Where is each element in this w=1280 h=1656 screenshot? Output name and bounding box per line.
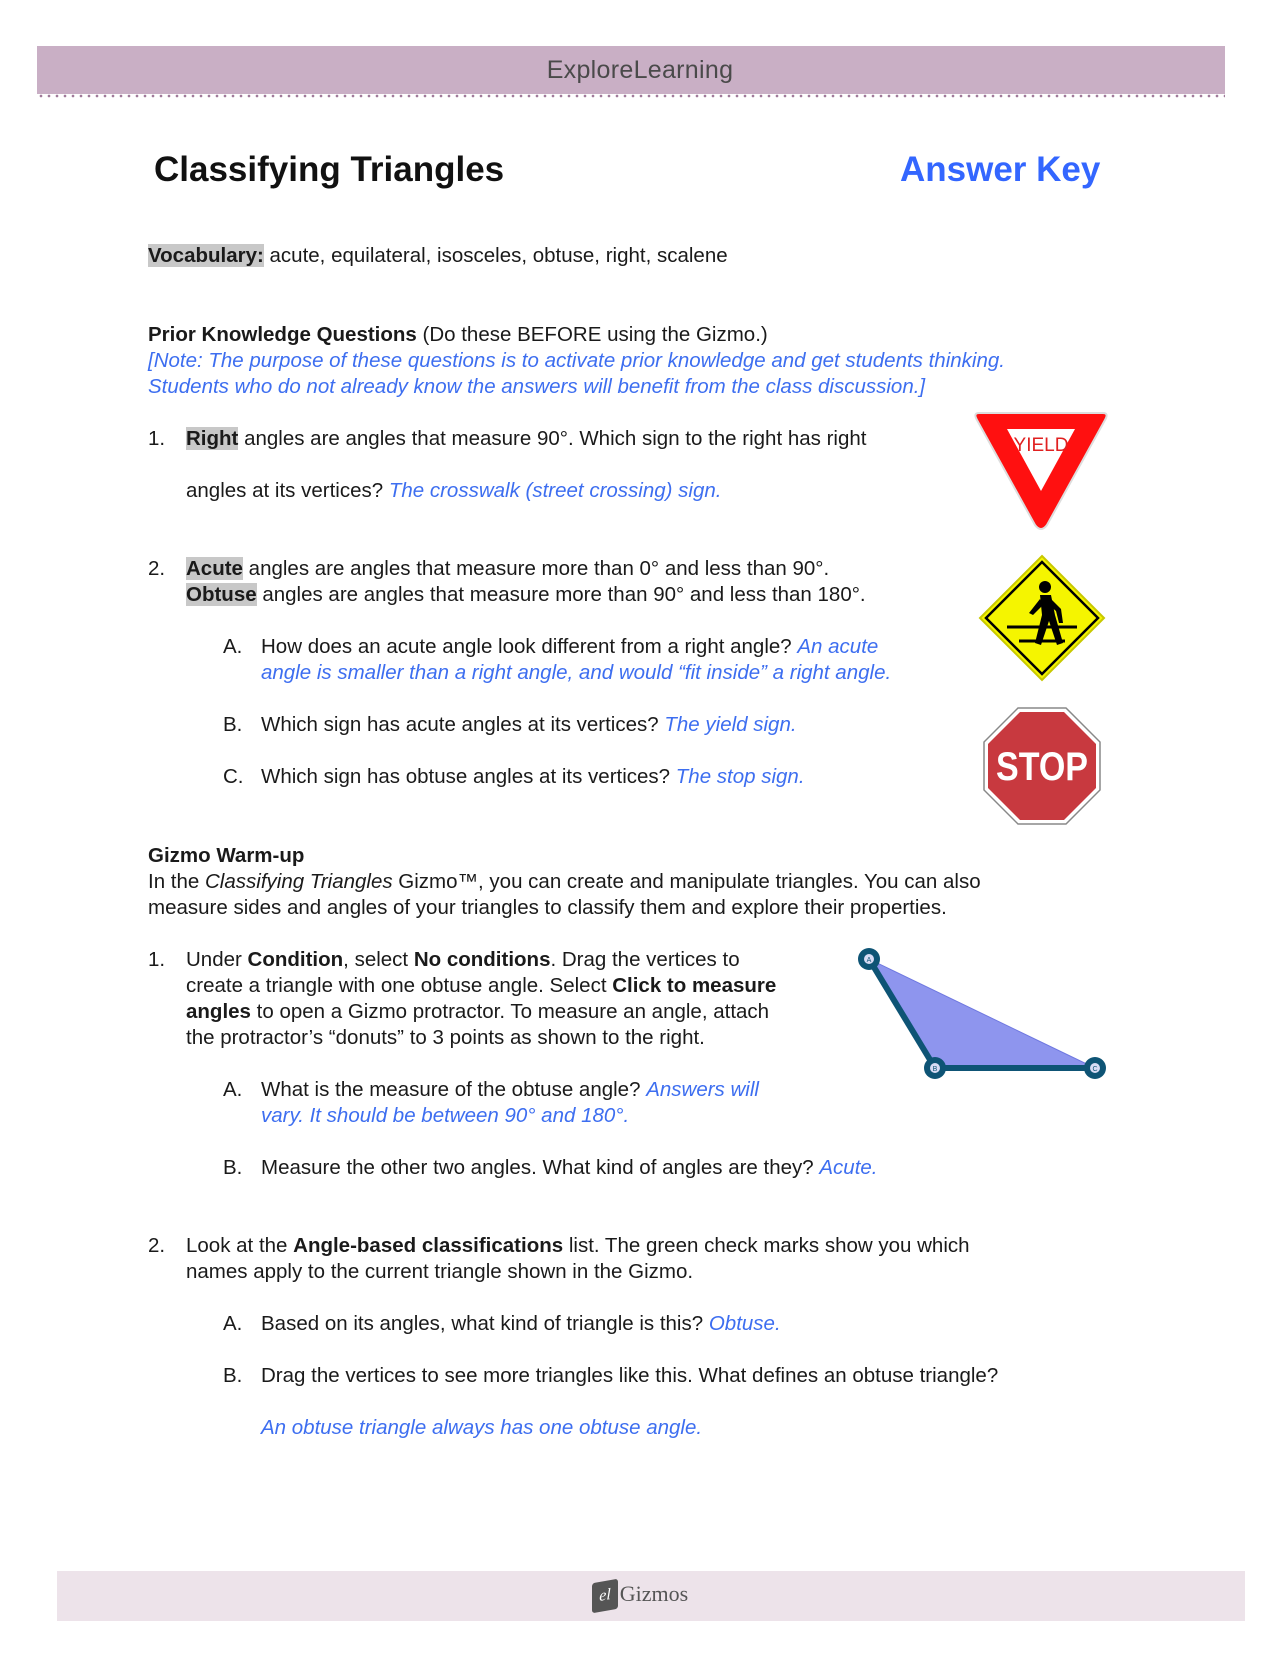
prior-q2b-answer: The yield sign.: [664, 713, 797, 736]
prior-q2b-question: Which sign has acute angles at its vertices?: [261, 713, 665, 736]
w1-l2a: create a triangle with one obtuse angle. Select: [186, 974, 613, 997]
warmup-q2a-question: Based on its angles, what kind of triangle is this?: [261, 1312, 709, 1335]
warmup-heading: Gizmo Warm-up: [148, 844, 305, 867]
w2-l1c: list. The green check marks show you which: [563, 1234, 970, 1257]
warmup-intro-post: Gizmo™, you can create and manipulate triangles. You can also: [392, 870, 981, 893]
warmup-q1a-line1: [261, 1077, 759, 1103]
w1-angles: angles: [186, 1000, 251, 1023]
warmup-q1a-answer1: Answers will: [646, 1078, 759, 1101]
warmup-q2b-answer: An obtuse triangle always has one obtuse angle.: [261, 1416, 703, 1439]
gizmos-logo-mark-icon: el: [592, 1579, 618, 1614]
teacher-note-line1: [Note: The purpose of these questions is to activate prior knowledge and get students thinking.: [148, 349, 1005, 372]
prior-q2-text2: angles are angles that measure more than 90° and less than 180°.: [256, 583, 866, 606]
prior-q2b-line: [261, 712, 797, 738]
warmup-q1b-line: [261, 1155, 878, 1181]
warmup-q2a-answer: Obtuse.: [708, 1312, 781, 1335]
warmup-q2-line1: [186, 1233, 970, 1259]
prior-q1-text1: angles are angles that measure 90°. Which sign to the right has right: [238, 427, 867, 450]
w1-no-conditions: No conditions: [413, 948, 551, 971]
warmup-intro-italic: Classifying Triangles: [205, 870, 393, 893]
answer-key-label: Answer Key: [900, 150, 1101, 189]
w1-l1c: , select: [343, 948, 414, 971]
prior-q1-line1: [186, 426, 866, 452]
w2-angle-based: Angle-based classifications: [293, 1234, 564, 1257]
term-obtuse: Obtuse: [186, 583, 257, 606]
prior-q2-text1: angles are angles that measure more than 0° and less than 90°.: [242, 557, 830, 580]
w1-l3b: to open a Gizmo protractor. To measure an angle, attach: [250, 1000, 770, 1023]
warmup-q2b-question: Drag the vertices to see more triangles like this. What defines an obtuse triangle?: [261, 1364, 999, 1387]
warmup-q1-line2: [186, 973, 776, 999]
yield-sign-icon: [971, 407, 1111, 533]
prior-q2c-letter: C.: [223, 765, 244, 788]
vertex-b-label: B: [932, 1066, 938, 1073]
term-right: Right: [186, 427, 239, 450]
warmup-q1-line3: [186, 999, 769, 1025]
w1-click-to-measure: Click to measure: [612, 974, 777, 997]
vocabulary-terms: acute, equilateral, isosceles, obtuse, right, scalene: [263, 244, 728, 267]
warmup-q1b-question: Measure the other two angles. What kind of angles are they?: [261, 1156, 820, 1179]
teacher-note-line2: Students who do not already know the answers will benefit from the class discussion.]: [148, 375, 926, 398]
warmup-q1-number: 1.: [148, 948, 166, 971]
term-acute: Acute: [186, 557, 243, 580]
warmup-intro-pre: In the: [148, 870, 205, 893]
prior-q2a-letter: A.: [223, 635, 243, 658]
w1-l1a: Under: [186, 948, 248, 971]
vertex-c-label: C: [1092, 1066, 1098, 1073]
vertex-a-label: A: [866, 957, 872, 964]
warmup-q1-line1: [186, 947, 740, 973]
prior-q2a-question: How does an acute angle look different from a right angle?: [261, 635, 798, 658]
prior-heading-text: Prior Knowledge Questions: [148, 323, 417, 346]
prior-q2c-question: Which sign has obtuse angles at its vertices?: [261, 765, 676, 788]
explorelearning-logo: ExploreLearning: [546, 56, 734, 84]
prior-q2a-answer2: angle is smaller than a right angle, and would “fit inside” a right angle.: [261, 661, 892, 684]
vocabulary-line: [148, 243, 728, 269]
prior-q1-answer: The crosswalk (street crossing) sign.: [388, 479, 722, 502]
warmup-intro-line2: measure sides and angles of your triangles to classify them and explore their properties.: [148, 896, 947, 919]
gizmos-logo-text: Gizmos: [619, 1581, 689, 1607]
prior-heading-note: (Do these BEFORE using the Gizmo.): [416, 323, 768, 346]
prior-q2-line1: [186, 556, 829, 582]
vertex-c-handle: [1084, 1057, 1106, 1079]
stop-sign-icon: [982, 706, 1102, 826]
warmup-intro-line1: [148, 869, 981, 895]
gizmos-logo: [0, 1581, 1280, 1611]
prior-q2b-letter: B.: [223, 713, 243, 736]
warmup-q2a-line: [261, 1311, 781, 1337]
warmup-q2-number: 2.: [148, 1234, 166, 1257]
crosswalk-sign-icon: [977, 553, 1107, 683]
warmup-q1a-answer2: vary. It should be between 90° and 180°.: [261, 1104, 630, 1127]
prior-q2c-answer: The stop sign.: [675, 765, 805, 788]
prior-q2a-answer1: An acute: [797, 635, 879, 658]
prior-knowledge-heading: [148, 322, 768, 348]
prior-q1-text2: angles at its vertices?: [186, 479, 389, 502]
vertex-b-handle: [924, 1057, 946, 1079]
warmup-q1a-letter: A.: [223, 1078, 243, 1101]
header-dotted-divider: [37, 94, 1225, 98]
warmup-q1-line4: the protractor’s “donuts” to 3 points as shown to the right.: [186, 1026, 705, 1049]
prior-q2-line2: [186, 582, 866, 608]
warmup-q1a-question: What is the measure of the obtuse angle?: [261, 1078, 647, 1101]
prior-q2-number: 2.: [148, 557, 166, 580]
warmup-q1b-letter: B.: [223, 1156, 243, 1179]
stop-sign-text: STOP: [996, 745, 1088, 789]
prior-q2a-line1: [261, 634, 878, 660]
warmup-q2a-letter: A.: [223, 1312, 243, 1335]
w1-condition: Condition: [247, 948, 344, 971]
warmup-q1b-answer: Acute.: [819, 1156, 878, 1179]
obtuse-triangle-figure: [855, 945, 1115, 1085]
vocabulary-label: Vocabulary:: [148, 244, 264, 267]
w2-l1a: Look at the: [186, 1234, 294, 1257]
yield-sign-text: YIELD: [1013, 435, 1069, 456]
prior-q1-number: 1.: [148, 427, 166, 450]
prior-q2c-line: [261, 764, 805, 790]
vertex-a-handle: [858, 948, 880, 970]
warmup-q2b-letter: B.: [223, 1364, 243, 1387]
w1-l1e: . Drag the vertices to: [550, 948, 740, 971]
warmup-q2-line2: names apply to the current triangle shown in the Gizmo.: [186, 1260, 694, 1283]
page-title: Classifying Triangles: [154, 150, 505, 189]
prior-q1-line2: [186, 478, 721, 504]
